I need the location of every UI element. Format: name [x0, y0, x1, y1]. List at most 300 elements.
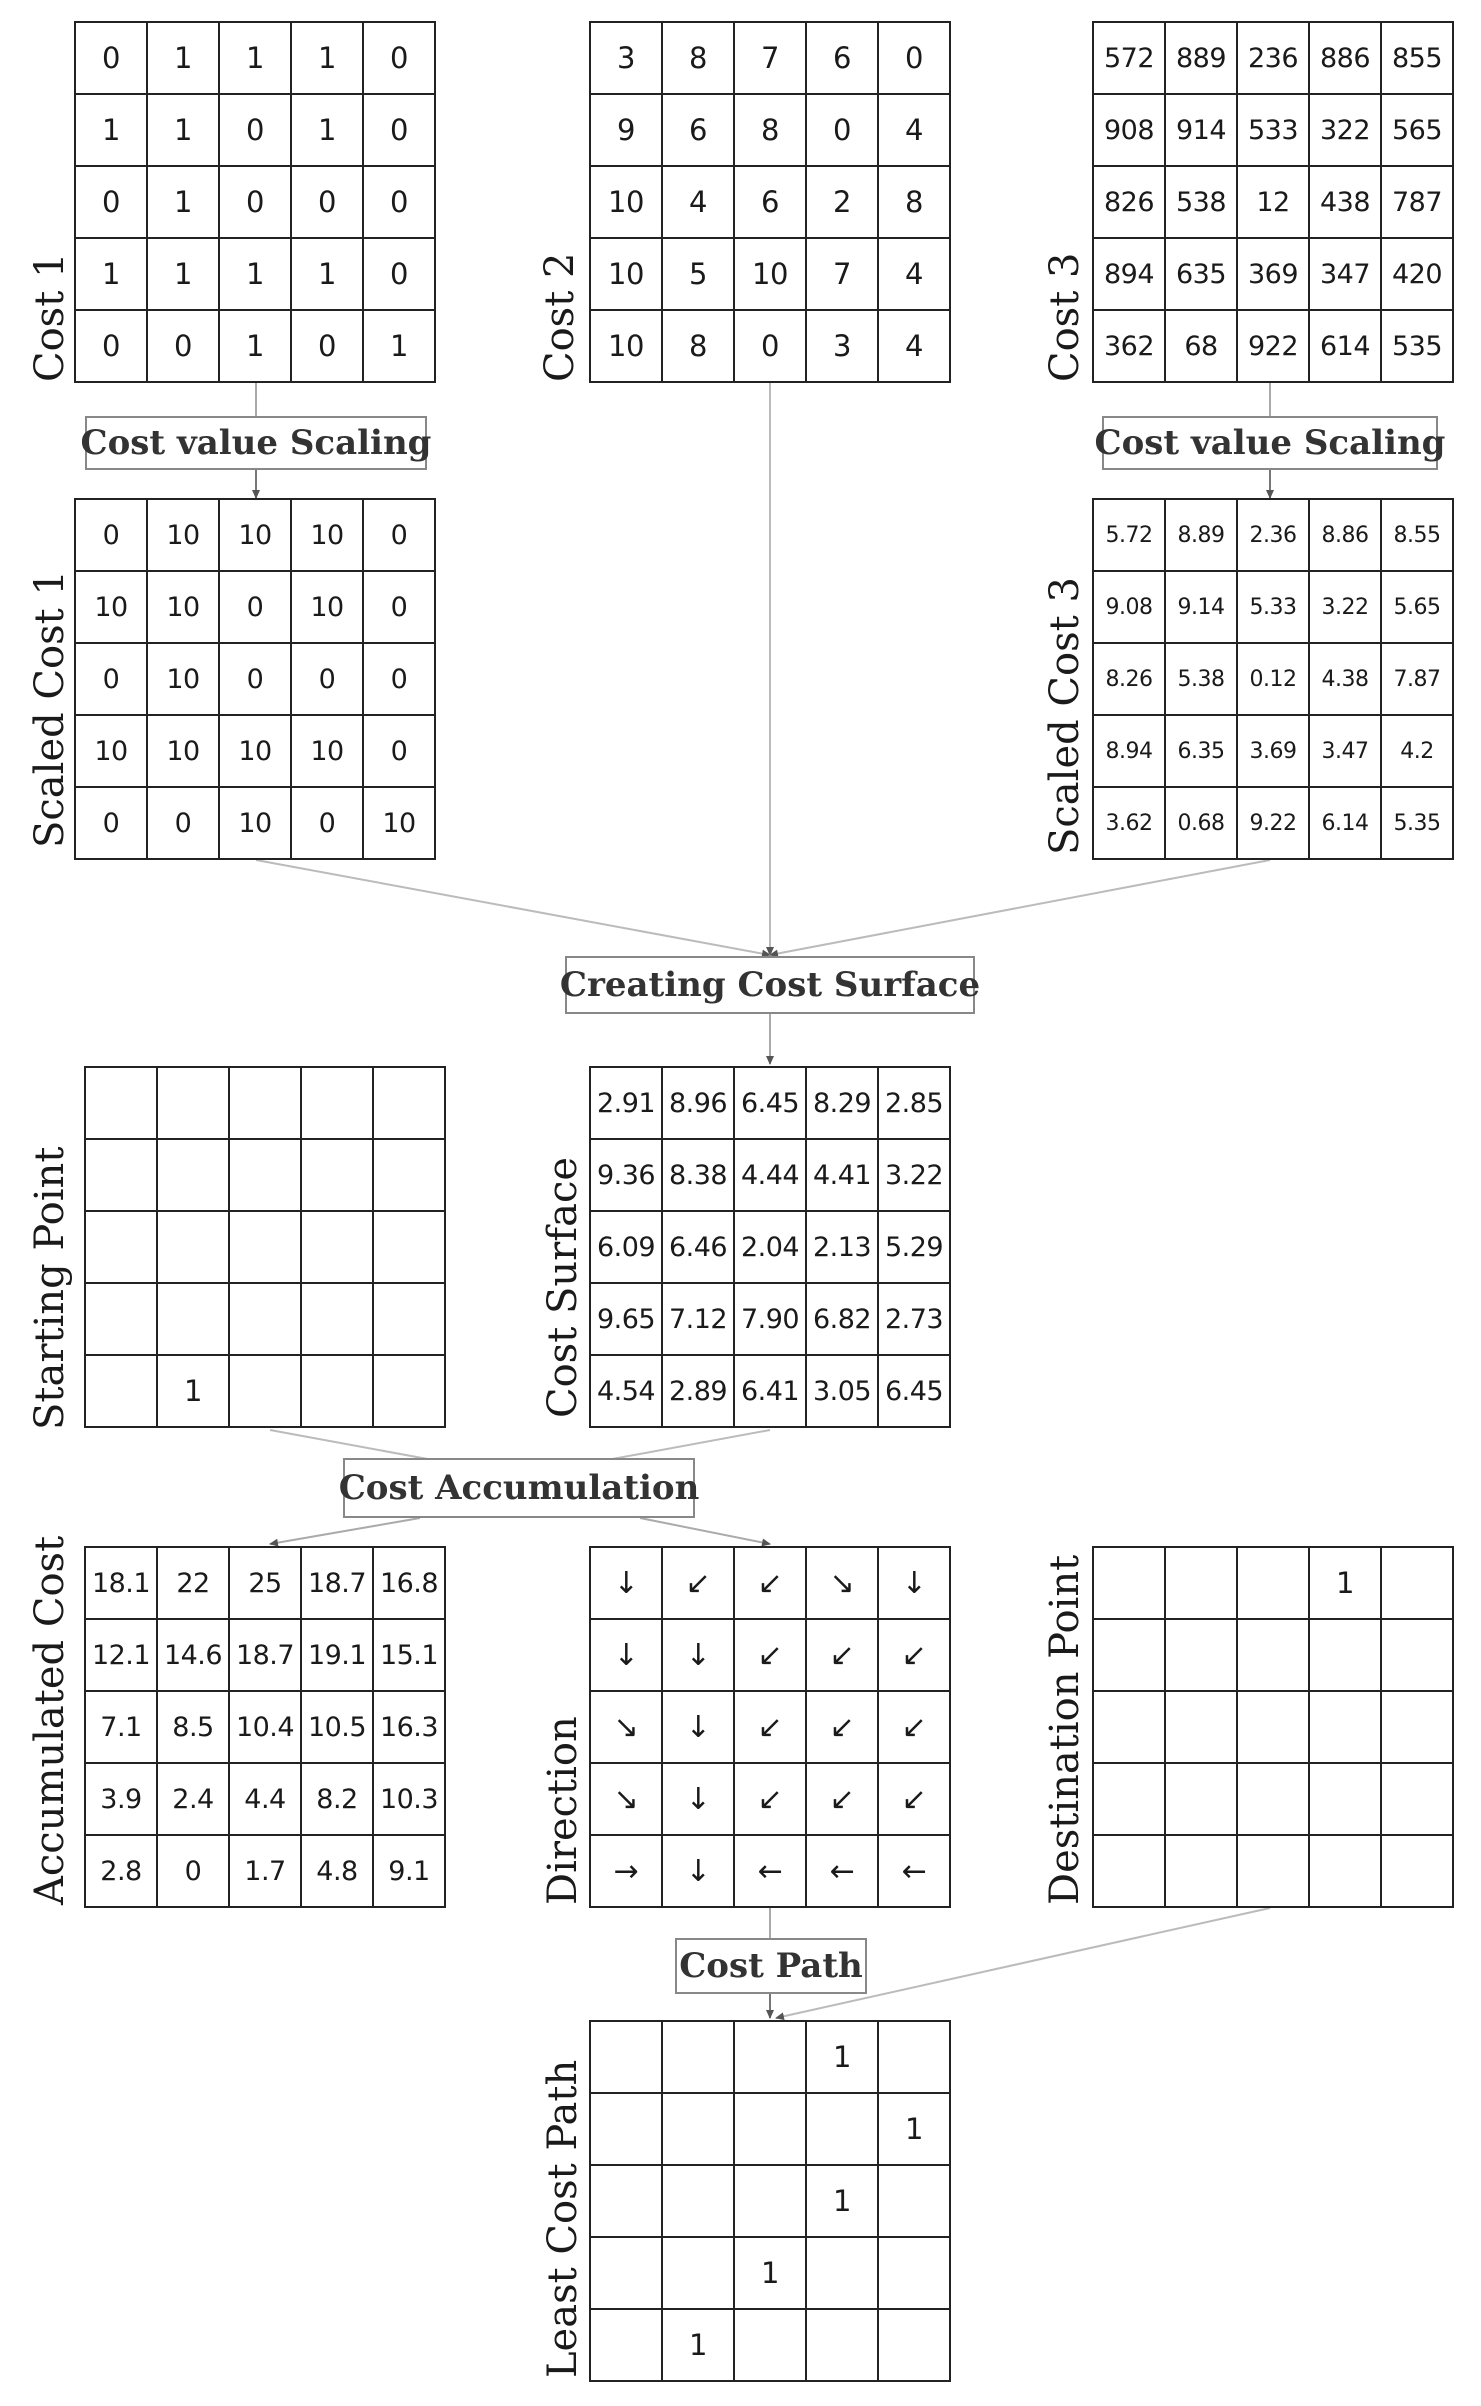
destination-point-cell: [1094, 1692, 1166, 1764]
cost-path-box: Cost Path: [675, 1938, 867, 1994]
cost1-cell: 1: [148, 167, 220, 239]
starting-point-cell: [374, 1212, 446, 1284]
connector-scaled-cost1-to-surface: [256, 860, 770, 955]
cost2-cell: 0: [735, 311, 807, 383]
accumulated-cost-cell: 0: [158, 1836, 230, 1908]
direction-cell: ↙: [879, 1692, 951, 1764]
cost2-cell: 7: [735, 23, 807, 95]
direction-cell: ↓: [879, 1548, 951, 1620]
accumulated-cost-cell: 18.1: [86, 1548, 158, 1620]
destination-point-cell: [1382, 1836, 1454, 1908]
scaled-cost1-cell: 10: [76, 716, 148, 788]
destination-point-cell: [1166, 1620, 1238, 1692]
cost2-cell: 6: [807, 23, 879, 95]
destination-point-cell: [1238, 1764, 1310, 1836]
scaled-cost3-grid: [1092, 498, 1454, 860]
accumulated-cost-cell: 22: [158, 1548, 230, 1620]
scaled-cost3-label: Scaled Cost 3: [1042, 577, 1088, 855]
cost1-cell: 1: [148, 239, 220, 311]
cost3-cell: 12: [1238, 167, 1310, 239]
least-cost-path-cell: [735, 2310, 807, 2382]
cost-surface-cell: 4.41: [807, 1140, 879, 1212]
scaled-cost1-cell: 10: [148, 500, 220, 572]
cost3-cell: 347: [1310, 239, 1382, 311]
cost2-cell: 8: [663, 23, 735, 95]
cost-surface-grid: [589, 1066, 951, 1428]
cost1-cell: 0: [364, 23, 436, 95]
cost3-cell: 322: [1310, 95, 1382, 167]
destination-point-cell: 1: [1310, 1548, 1382, 1620]
accumulated-cost-cell: 4.8: [302, 1836, 374, 1908]
direction-cell: ↓: [591, 1620, 663, 1692]
scaled-cost3-cell: 5.65: [1382, 572, 1454, 644]
destination-point-cell: [1382, 1620, 1454, 1692]
direction-label: Direction: [540, 1716, 586, 1905]
scaled-cost3-cell: 5.33: [1238, 572, 1310, 644]
direction-cell: ↘: [591, 1764, 663, 1836]
scaled-cost3-cell: 0.12: [1238, 644, 1310, 716]
cost1-cell: 0: [364, 167, 436, 239]
scaled-cost1-cell: 10: [292, 716, 364, 788]
destination-point-cell: [1310, 1836, 1382, 1908]
connector-accumulation-to-direction: [640, 1518, 770, 1544]
cost2-cell: 4: [879, 95, 951, 167]
starting-point-cell: [374, 1068, 446, 1140]
cost-surface-cell: 2.13: [807, 1212, 879, 1284]
scaled-cost1-cell: 10: [364, 788, 436, 860]
direction-cell: ←: [807, 1836, 879, 1908]
least-cost-path-cell: [663, 2094, 735, 2166]
starting-point-cell: [86, 1284, 158, 1356]
destination-point-cell: [1382, 1548, 1454, 1620]
cost1-grid: [74, 21, 436, 383]
least-cost-path-cell: [591, 2238, 663, 2310]
least-cost-path-cell: [807, 2238, 879, 2310]
least-cost-path-cell: 1: [735, 2238, 807, 2310]
cost-surface-cell: 2.73: [879, 1284, 951, 1356]
cost3-cell: 908: [1094, 95, 1166, 167]
cost-surface-cell: 3.05: [807, 1356, 879, 1428]
cost2-cell: 8: [663, 311, 735, 383]
destination-point-cell: [1238, 1620, 1310, 1692]
cost-surface-cell: 2.04: [735, 1212, 807, 1284]
accumulated-cost-cell: 18.7: [230, 1620, 302, 1692]
scaled-cost3-cell: 9.08: [1094, 572, 1166, 644]
scaled-cost1-cell: 0: [364, 500, 436, 572]
creating-cost-surface-box: Creating Cost Surface: [565, 956, 975, 1014]
cost2-cell: 8: [879, 167, 951, 239]
least-cost-path-label: Least Cost Path: [540, 2059, 586, 2378]
cost1-cell: 1: [220, 239, 292, 311]
accumulated-cost-cell: 3.9: [86, 1764, 158, 1836]
starting-point-cell: [86, 1212, 158, 1284]
cost2-cell: 5: [663, 239, 735, 311]
accumulated-cost-cell: 16.8: [374, 1548, 446, 1620]
starting-point-cell: [230, 1212, 302, 1284]
least-cost-path-cell: [879, 2022, 951, 2094]
accumulated-cost-cell: 2.4: [158, 1764, 230, 1836]
cost2-grid: [589, 21, 951, 383]
cost3-cell: 572: [1094, 23, 1166, 95]
cost3-cell: 420: [1382, 239, 1454, 311]
destination-point-cell: [1310, 1620, 1382, 1692]
cost3-cell: 362: [1094, 311, 1166, 383]
starting-point-cell: [158, 1212, 230, 1284]
cost-surface-cell: 4.54: [591, 1356, 663, 1428]
accumulated-cost-cell: 8.2: [302, 1764, 374, 1836]
least-cost-path-cell: [591, 2310, 663, 2382]
scaled-cost1-cell: 0: [220, 644, 292, 716]
cost3-cell: 236: [1238, 23, 1310, 95]
scaled-cost3-cell: 3.47: [1310, 716, 1382, 788]
least-cost-path-cell: [735, 2166, 807, 2238]
cost3-cell: 533: [1238, 95, 1310, 167]
cost-surface-cell: 2.91: [591, 1068, 663, 1140]
cost1-cell: 0: [220, 95, 292, 167]
least-cost-path-cell: 1: [807, 2022, 879, 2094]
direction-cell: ↙: [879, 1620, 951, 1692]
accumulated-cost-cell: 10.3: [374, 1764, 446, 1836]
direction-cell: ↙: [735, 1548, 807, 1620]
scaled-cost1-cell: 10: [292, 500, 364, 572]
destination-point-cell: [1166, 1764, 1238, 1836]
starting-point-cell: [374, 1140, 446, 1212]
cost3-cell: 535: [1382, 311, 1454, 383]
cost2-cell: 6: [735, 167, 807, 239]
cost-accumulation-box: Cost Accumulation: [343, 1458, 695, 1518]
cost3-cell: 826: [1094, 167, 1166, 239]
direction-cell: ↙: [807, 1764, 879, 1836]
scaled-cost1-cell: 10: [148, 716, 220, 788]
connector-accumulation-to-accumulated: [270, 1518, 420, 1544]
starting-point-cell: [302, 1068, 374, 1140]
cost2-cell: 10: [591, 167, 663, 239]
cost3-cell: 787: [1382, 167, 1454, 239]
least-cost-path-grid: [589, 2020, 951, 2382]
cost2-cell: 10: [591, 311, 663, 383]
scaled-cost1-cell: 0: [76, 500, 148, 572]
cost2-cell: 4: [879, 239, 951, 311]
starting-point-cell: [374, 1284, 446, 1356]
cost2-cell: 0: [879, 23, 951, 95]
least-cost-path-cell: [591, 2166, 663, 2238]
scaled-cost3-cell: 2.36: [1238, 500, 1310, 572]
scaled-cost3-cell: 7.87: [1382, 644, 1454, 716]
accumulated-cost-cell: 10.4: [230, 1692, 302, 1764]
least-cost-path-cell: [807, 2094, 879, 2166]
scaled-cost1-cell: 10: [220, 500, 292, 572]
cost-surface-cell: 6.41: [735, 1356, 807, 1428]
direction-grid: [589, 1546, 951, 1908]
cost3-cell: 614: [1310, 311, 1382, 383]
cost3-cell: 922: [1238, 311, 1310, 383]
scaled-cost3-cell: 3.62: [1094, 788, 1166, 860]
cost1-cell: 0: [76, 311, 148, 383]
direction-cell: ↙: [663, 1548, 735, 1620]
cost2-cell: 4: [879, 311, 951, 383]
cost-surface-cell: 2.85: [879, 1068, 951, 1140]
direction-cell: ←: [879, 1836, 951, 1908]
direction-cell: ↓: [663, 1692, 735, 1764]
destination-point-cell: [1094, 1764, 1166, 1836]
cost3-cell: 538: [1166, 167, 1238, 239]
cost-value-scaling-box-3: Cost value Scaling: [1102, 416, 1438, 470]
scaled-cost1-label: Scaled Cost 1: [27, 570, 73, 848]
starting-point-cell: [230, 1284, 302, 1356]
cost-surface-cell: 7.12: [663, 1284, 735, 1356]
scaled-cost3-cell: 6.14: [1310, 788, 1382, 860]
scaled-cost1-grid: [74, 498, 436, 860]
starting-point-cell: 1: [158, 1356, 230, 1428]
direction-cell: ↙: [879, 1764, 951, 1836]
starting-point-grid: [84, 1066, 446, 1428]
least-cost-path-cell: [663, 2022, 735, 2094]
accumulated-cost-cell: 2.8: [86, 1836, 158, 1908]
starting-point-cell: [86, 1140, 158, 1212]
direction-cell: ↓: [591, 1548, 663, 1620]
destination-point-cell: [1310, 1692, 1382, 1764]
scaled-cost1-cell: 0: [364, 716, 436, 788]
destination-point-cell: [1310, 1764, 1382, 1836]
cost1-cell: 1: [76, 239, 148, 311]
cost2-cell: 8: [735, 95, 807, 167]
scaled-cost3-cell: 5.38: [1166, 644, 1238, 716]
scaled-cost1-cell: 10: [220, 716, 292, 788]
cost3-label: Cost 3: [1042, 252, 1088, 382]
starting-point-cell: [158, 1284, 230, 1356]
scaled-cost1-cell: 0: [220, 572, 292, 644]
scaled-cost1-cell: 0: [292, 788, 364, 860]
least-cost-path-cell: [807, 2310, 879, 2382]
direction-cell: ←: [735, 1836, 807, 1908]
cost2-cell: 4: [663, 167, 735, 239]
cost2-cell: 2: [807, 167, 879, 239]
starting-point-cell: [86, 1068, 158, 1140]
accumulated-cost-cell: 12.1: [86, 1620, 158, 1692]
direction-cell: ↙: [735, 1764, 807, 1836]
starting-point-cell: [374, 1356, 446, 1428]
cost-surface-cell: 7.90: [735, 1284, 807, 1356]
cost3-cell: 914: [1166, 95, 1238, 167]
cost-surface-cell: 4.44: [735, 1140, 807, 1212]
least-cost-path-cell: 1: [663, 2310, 735, 2382]
least-cost-path-cell: [879, 2166, 951, 2238]
scaled-cost3-cell: 3.69: [1238, 716, 1310, 788]
cost-value-scaling-box-1: Cost value Scaling: [85, 416, 427, 470]
least-cost-path-cell: 1: [879, 2094, 951, 2166]
cost3-cell: 889: [1166, 23, 1238, 95]
cost2-cell: 9: [591, 95, 663, 167]
scaled-cost3-cell: 8.86: [1310, 500, 1382, 572]
scaled-cost1-cell: 0: [292, 644, 364, 716]
cost1-cell: 0: [76, 167, 148, 239]
scaled-cost1-cell: 10: [220, 788, 292, 860]
cost1-cell: 0: [148, 311, 220, 383]
cost2-cell: 10: [591, 239, 663, 311]
direction-cell: ↘: [591, 1692, 663, 1764]
cost-surface-cell: 6.45: [735, 1068, 807, 1140]
cost3-cell: 894: [1094, 239, 1166, 311]
scaled-cost3-cell: 8.55: [1382, 500, 1454, 572]
accumulated-cost-cell: 7.1: [86, 1692, 158, 1764]
scaled-cost1-cell: 10: [76, 572, 148, 644]
least-cost-path-cell: [591, 2094, 663, 2166]
scaled-cost3-cell: 8.94: [1094, 716, 1166, 788]
destination-point-cell: [1166, 1692, 1238, 1764]
cost3-cell: 886: [1310, 23, 1382, 95]
least-cost-path-cell: [879, 2238, 951, 2310]
cost1-cell: 1: [148, 95, 220, 167]
scaled-cost3-cell: 4.38: [1310, 644, 1382, 716]
cost1-cell: 1: [220, 23, 292, 95]
starting-point-cell: [230, 1068, 302, 1140]
starting-point-cell: [302, 1284, 374, 1356]
cost1-label: Cost 1: [27, 252, 73, 382]
scaled-cost3-cell: 5.35: [1382, 788, 1454, 860]
accumulated-cost-cell: 9.1: [374, 1836, 446, 1908]
direction-cell: ↙: [735, 1620, 807, 1692]
cost-surface-cell: 3.22: [879, 1140, 951, 1212]
cost-surface-cell: 8.96: [663, 1068, 735, 1140]
cost-surface-cell: 6.45: [879, 1356, 951, 1428]
cost1-cell: 0: [364, 239, 436, 311]
scaled-cost3-cell: 9.14: [1166, 572, 1238, 644]
cost1-cell: 1: [148, 23, 220, 95]
cost-surface-label: Cost Surface: [540, 1156, 586, 1418]
destination-point-cell: [1166, 1548, 1238, 1620]
cost-surface-cell: 2.89: [663, 1356, 735, 1428]
cost2-cell: 3: [591, 23, 663, 95]
cost1-cell: 0: [76, 23, 148, 95]
starting-point-cell: [230, 1140, 302, 1212]
cost-surface-cell: 6.46: [663, 1212, 735, 1284]
scaled-cost1-cell: 0: [76, 644, 148, 716]
least-cost-path-cell: [663, 2166, 735, 2238]
cost1-cell: 1: [220, 311, 292, 383]
direction-cell: ↓: [663, 1836, 735, 1908]
scaled-cost1-cell: 10: [148, 644, 220, 716]
starting-point-label: Starting Point: [27, 1146, 73, 1430]
destination-point-label: Destination Point: [1042, 1554, 1088, 1905]
destination-point-cell: [1094, 1548, 1166, 1620]
cost-surface-cell: 5.29: [879, 1212, 951, 1284]
destination-point-cell: [1166, 1836, 1238, 1908]
destination-point-cell: [1238, 1836, 1310, 1908]
accumulated-cost-cell: 4.4: [230, 1764, 302, 1836]
direction-cell: ↙: [807, 1692, 879, 1764]
least-cost-path-cell: [735, 2022, 807, 2094]
cost-surface-cell: 6.09: [591, 1212, 663, 1284]
destination-point-cell: [1238, 1692, 1310, 1764]
destination-point-cell: [1094, 1836, 1166, 1908]
starting-point-cell: [158, 1140, 230, 1212]
scaled-cost1-cell: 10: [292, 572, 364, 644]
starting-point-cell: [302, 1212, 374, 1284]
cost1-cell: 0: [292, 167, 364, 239]
cost1-cell: 1: [292, 239, 364, 311]
cost1-cell: 1: [292, 23, 364, 95]
cost2-cell: 0: [807, 95, 879, 167]
cost2-cell: 6: [663, 95, 735, 167]
destination-point-cell: [1382, 1692, 1454, 1764]
scaled-cost1-cell: 0: [76, 788, 148, 860]
direction-cell: ↙: [735, 1692, 807, 1764]
least-cost-path-cell: [591, 2022, 663, 2094]
cost3-grid: [1092, 21, 1454, 383]
direction-cell: ↓: [663, 1764, 735, 1836]
cost1-cell: 1: [292, 95, 364, 167]
cost1-cell: 1: [364, 311, 436, 383]
cost-surface-cell: 8.38: [663, 1140, 735, 1212]
direction-cell: →: [591, 1836, 663, 1908]
scaled-cost3-cell: 8.26: [1094, 644, 1166, 716]
cost1-cell: 0: [220, 167, 292, 239]
connector-scaled-cost3-to-surface: [770, 860, 1270, 955]
direction-cell: ↓: [663, 1620, 735, 1692]
accumulated-cost-grid: [84, 1546, 446, 1908]
least-cost-path-cell: 1: [807, 2166, 879, 2238]
direction-cell: ↘: [807, 1548, 879, 1620]
cost3-cell: 369: [1238, 239, 1310, 311]
accumulated-cost-cell: 1.7: [230, 1836, 302, 1908]
scaled-cost3-cell: 0.68: [1166, 788, 1238, 860]
cost2-cell: 10: [735, 239, 807, 311]
least-cost-path-cell: [879, 2310, 951, 2382]
scaled-cost3-cell: 3.22: [1310, 572, 1382, 644]
scaled-cost3-cell: 5.72: [1094, 500, 1166, 572]
destination-point-cell: [1238, 1548, 1310, 1620]
cost3-cell: 438: [1310, 167, 1382, 239]
scaled-cost3-cell: 6.35: [1166, 716, 1238, 788]
accumulated-cost-cell: 18.7: [302, 1548, 374, 1620]
cost2-cell: 3: [807, 311, 879, 383]
least-cost-path-cell: [735, 2094, 807, 2166]
cost-surface-cell: 6.82: [807, 1284, 879, 1356]
cost3-cell: 68: [1166, 311, 1238, 383]
destination-point-grid: [1092, 1546, 1454, 1908]
starting-point-cell: [230, 1356, 302, 1428]
least-cost-path-cell: [663, 2238, 735, 2310]
cost1-cell: 0: [292, 311, 364, 383]
scaled-cost3-cell: 4.2: [1382, 716, 1454, 788]
cost-surface-cell: 9.36: [591, 1140, 663, 1212]
accumulated-cost-cell: 19.1: [302, 1620, 374, 1692]
cost3-cell: 635: [1166, 239, 1238, 311]
accumulated-cost-cell: 16.3: [374, 1692, 446, 1764]
cost3-cell: 855: [1382, 23, 1454, 95]
direction-cell: ↙: [807, 1620, 879, 1692]
cost-surface-cell: 8.29: [807, 1068, 879, 1140]
accumulated-cost-cell: 8.5: [158, 1692, 230, 1764]
destination-point-cell: [1094, 1620, 1166, 1692]
cost-surface-cell: 9.65: [591, 1284, 663, 1356]
scaled-cost1-cell: 0: [364, 644, 436, 716]
accumulated-cost-cell: 10.5: [302, 1692, 374, 1764]
scaled-cost1-cell: 10: [148, 572, 220, 644]
scaled-cost1-cell: 0: [364, 572, 436, 644]
accumulated-cost-cell: 25: [230, 1548, 302, 1620]
starting-point-cell: [302, 1356, 374, 1428]
destination-point-cell: [1382, 1764, 1454, 1836]
accumulated-cost-label: Accumulated Cost: [27, 1535, 73, 1905]
cost1-cell: 1: [76, 95, 148, 167]
accumulated-cost-cell: 14.6: [158, 1620, 230, 1692]
scaled-cost3-cell: 8.89: [1166, 500, 1238, 572]
cost3-cell: 565: [1382, 95, 1454, 167]
starting-point-cell: [86, 1356, 158, 1428]
starting-point-cell: [302, 1140, 374, 1212]
cost2-cell: 7: [807, 239, 879, 311]
